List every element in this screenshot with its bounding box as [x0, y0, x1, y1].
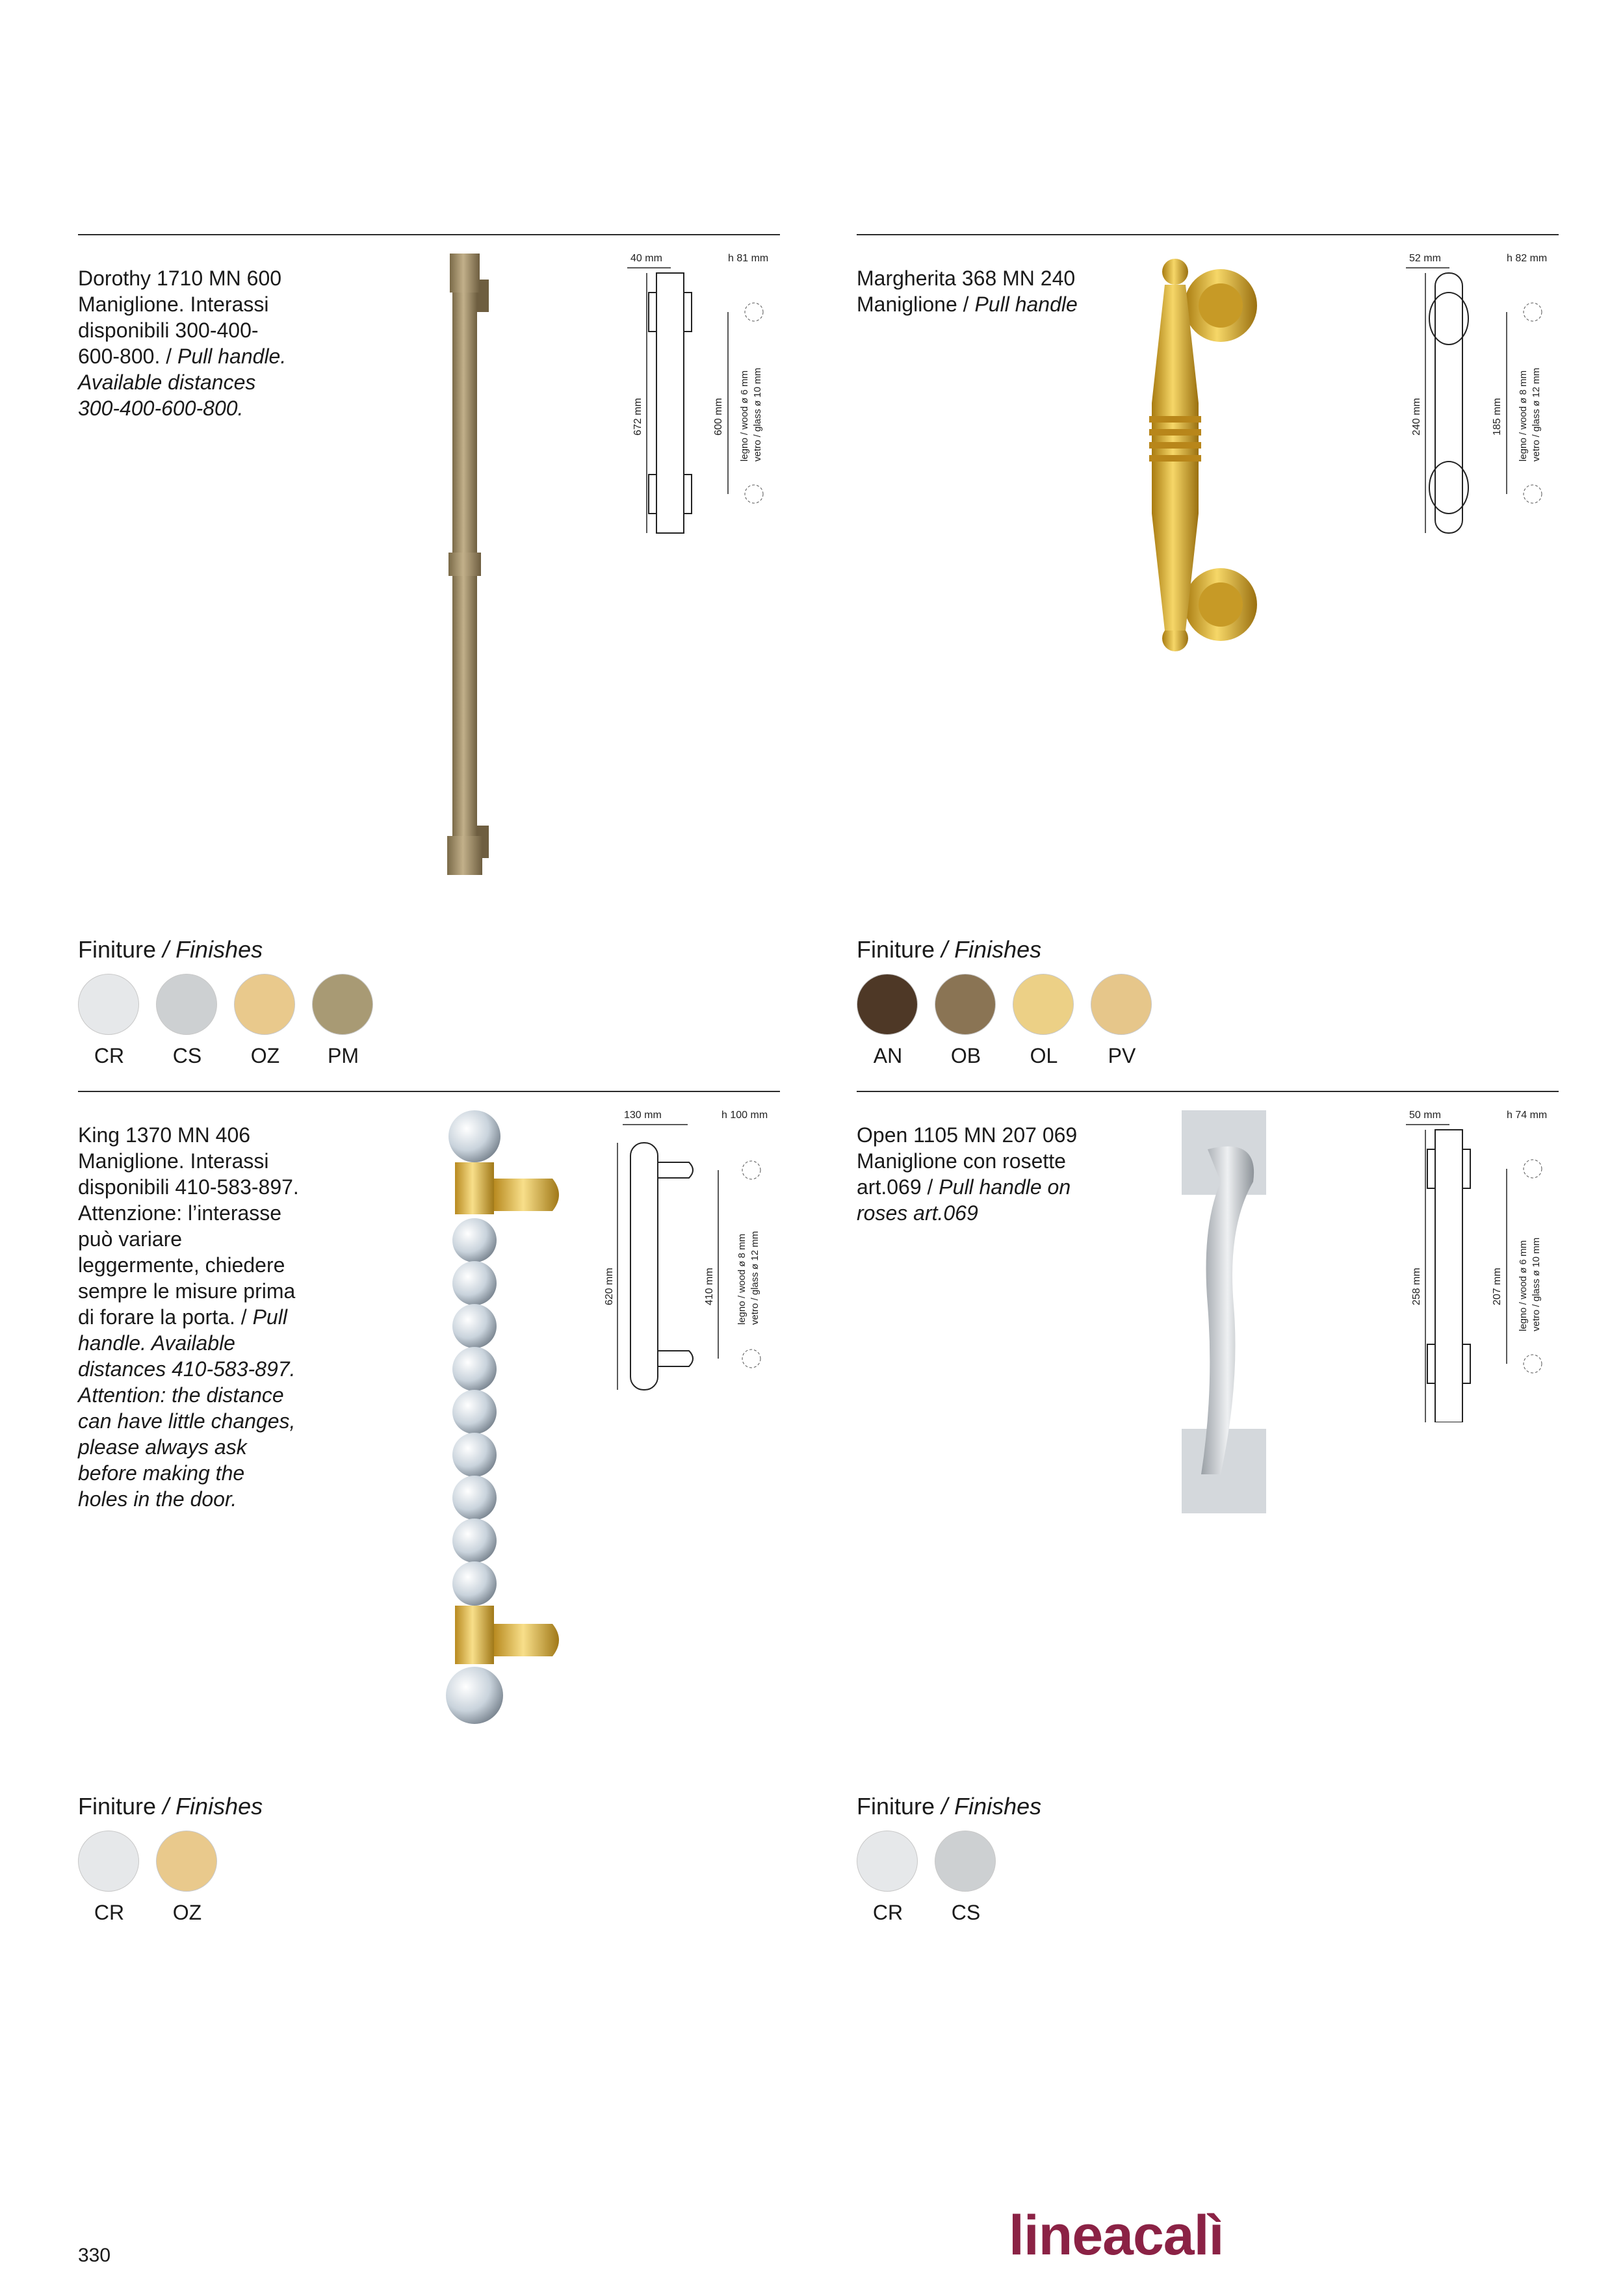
description-en: Pull handle. Available distances 300-400-600-800.	[78, 345, 287, 420]
finish-swatch: OB	[935, 974, 997, 1068]
product-dorothy	[78, 234, 780, 1066]
finish-swatch: AN	[857, 974, 919, 1068]
svg-text:410 mm: 410 mm	[704, 1268, 715, 1305]
dimension-drawing	[598, 254, 786, 566]
description-en: Pull handle	[974, 293, 1078, 316]
svg-text:vetro / glass ø 12 mm: vetro / glass ø 12 mm	[1531, 367, 1542, 462]
finish-swatch: OZ	[234, 974, 296, 1068]
product-description	[78, 265, 299, 421]
finish-swatches	[78, 974, 374, 1068]
product-open	[857, 1091, 1559, 1923]
svg-text:600 mm: 600 mm	[713, 398, 724, 436]
product-king	[78, 1091, 780, 1923]
svg-text:legno / wood ø 8 mm: legno / wood ø 8 mm	[736, 1233, 747, 1325]
section-divider	[78, 234, 780, 235]
svg-text:vetro / glass ø 10 mm: vetro / glass ø 10 mm	[752, 367, 763, 462]
product-name: Open 1105 MN 207 069	[857, 1123, 1078, 1147]
dimension-drawing	[598, 1110, 786, 1422]
description-it: Maniglione con rosette art.069 /	[857, 1149, 1066, 1199]
svg-text:vetro / glass ø 12 mm: vetro / glass ø 12 mm	[749, 1231, 760, 1325]
product-photo	[1162, 1110, 1370, 1734]
finish-swatch: CR	[78, 1831, 140, 1925]
svg-text:50 mm: 50 mm	[1409, 1110, 1441, 1121]
dimension-drawing	[1377, 1110, 1565, 1422]
finish-swatches	[857, 1831, 997, 1925]
svg-text:h 74 mm: h 74 mm	[1507, 1110, 1548, 1121]
product-description	[78, 1122, 299, 1512]
description-it: Maniglione /	[857, 293, 969, 316]
finish-swatch: OZ	[156, 1831, 218, 1925]
finish-swatch: PV	[1091, 974, 1153, 1068]
description-en: Pull handle. Available distances 410-583-897. Attention: the distance can have little changes, please always ask before making the holes in the door.	[78, 1305, 296, 1511]
product-photo	[364, 1110, 572, 1734]
finish-swatch: CS	[156, 974, 218, 1068]
svg-text:legno / wood ø 6 mm: legno / wood ø 6 mm	[1518, 1240, 1529, 1331]
product-photo	[1136, 254, 1344, 878]
section-divider	[857, 1091, 1559, 1092]
width-label: 40 mm	[630, 254, 662, 264]
finishes-title: Finiture / Finishes	[78, 1793, 263, 1820]
svg-text:legno / wood ø 6 mm: legno / wood ø 6 mm	[739, 370, 750, 462]
svg-text:207 mm: 207 mm	[1492, 1268, 1503, 1305]
product-description	[857, 265, 1078, 317]
svg-text:vetro / glass ø 10 mm: vetro / glass ø 10 mm	[1531, 1237, 1542, 1331]
finish-swatches	[857, 974, 1153, 1068]
finish-swatch: CR	[857, 1831, 919, 1925]
description-en: Pull handle on roses art.069	[857, 1175, 1071, 1225]
svg-text:240 mm: 240 mm	[1411, 398, 1422, 436]
svg-text:52 mm: 52 mm	[1409, 254, 1441, 264]
height-label: h 81 mm	[728, 254, 769, 264]
finishes-title: Finiture / Finishes	[78, 936, 263, 963]
svg-text:185 mm: 185 mm	[1492, 398, 1503, 436]
description-it: Maniglione. Interassi disponibili 410-583-897. Attenzione: l’interasse può variare leggermente, chiedere sempre le misure prima di forare la porta. /	[78, 1149, 299, 1329]
page-number: 330	[78, 2245, 111, 2266]
section-divider	[857, 234, 1559, 235]
svg-text:258 mm: 258 mm	[1411, 1268, 1422, 1305]
section-divider	[78, 1091, 780, 1092]
finish-swatch: OL	[1013, 974, 1075, 1068]
finishes-title: Finiture / Finishes	[857, 1793, 1042, 1820]
svg-text:h 100 mm: h 100 mm	[721, 1110, 768, 1121]
finishes-title: Finiture / Finishes	[857, 936, 1042, 963]
finish-swatches	[78, 1831, 218, 1925]
svg-text:620 mm: 620 mm	[604, 1268, 615, 1305]
svg-text:legno / wood ø 8 mm: legno / wood ø 8 mm	[1518, 370, 1529, 462]
finish-swatch: CR	[78, 974, 140, 1068]
svg-text:672 mm: 672 mm	[632, 398, 643, 436]
svg-text:h 82 mm: h 82 mm	[1507, 254, 1548, 264]
product-photo	[364, 254, 572, 878]
brand-logo: lineacalì	[1009, 2204, 1224, 2267]
dimension-drawing	[1377, 254, 1565, 566]
description-it: Maniglione. Interassi disponibili 300-400-600-800. /	[78, 293, 269, 368]
finish-swatch: PM	[312, 974, 374, 1068]
product-name: Dorothy 1710 MN 600	[78, 267, 282, 290]
finish-swatch: CS	[935, 1831, 997, 1925]
svg-text:130 mm: 130 mm	[624, 1110, 662, 1121]
product-margherita	[857, 234, 1559, 1066]
product-name: King 1370 MN 406	[78, 1123, 251, 1147]
product-name: Margherita 368 MN 240	[857, 267, 1076, 290]
product-description	[857, 1122, 1078, 1226]
